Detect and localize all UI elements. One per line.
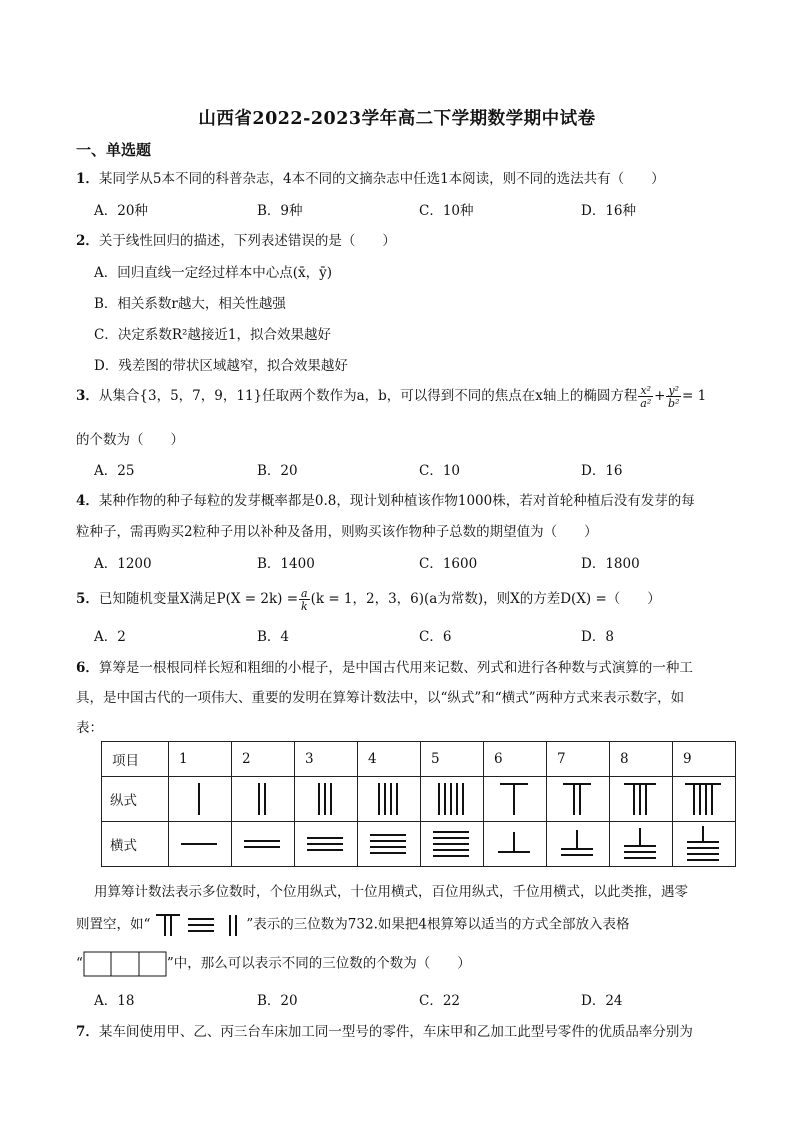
question-6: 6．算筹是一根根同样长短和粗细的小棍子，是中国古代用来记数、列式和进行各种数与式演算的一种工 (76, 660, 693, 676)
q1-option-d: D．16种 (581, 203, 637, 219)
question-5: 5．已知随机变量X满足P(X = 2k) = $\frac{a}{k}$ (k = 1，2，3，6)(a为常数)，则X的方差D(X) =（ ） (76, 586, 661, 613)
q5-option-b: B．4 (257, 629, 290, 645)
q2-option-b: B．相关系数r越大，相关性越强 (94, 296, 286, 312)
horizontal-rod-5 (421, 822, 484, 867)
q1-option-c: C．10种 (419, 203, 474, 219)
q4-option-d: D．1800 (581, 556, 640, 572)
header-cell: 1 (169, 742, 232, 777)
horizontal-rod-6 (484, 822, 547, 867)
horizontal-rod-3 (295, 822, 358, 867)
horizontal-rod-8 (610, 822, 673, 867)
q1-option-b: B．9种 (257, 203, 303, 219)
question-1: 1．某同学从5本不同的科普杂志，4本不同的文摘杂志中任选1本阅读，则不同的选法共有（ ） (76, 171, 665, 187)
vertical-rod-2 (232, 777, 295, 822)
q3-option-b: B．20 (257, 463, 298, 479)
section-heading: 一、单选题 (76, 141, 152, 159)
q2-option-d: D．残差图的带状区域越窄，拟合效果越好 (94, 358, 348, 374)
page-title: 山西省2022-2023学年高二下学期数学期中试卷 (198, 109, 596, 129)
q5-option-d: D．8 (581, 629, 614, 645)
vertical-rod-1 (169, 777, 232, 822)
row-label-vertical: 纵式 (102, 777, 169, 822)
example-732-rods (150, 912, 246, 938)
question-6-line5: 则置空，如“ ”表示的三位数为732.如果把4根算筹以适当的方式全部放入表格 (76, 912, 629, 938)
question-1-text: 某同学从5本不同的科普杂志，4本不同的文摘杂志中任选1本阅读，则不同的选法共有（ ） (98, 171, 665, 187)
vertical-rod-9 (673, 777, 736, 822)
q3-option-d: D．16 (581, 463, 623, 479)
header-cell: 6 (484, 742, 547, 777)
q4-option-b: B．1400 (257, 556, 315, 572)
header-cell: 3 (295, 742, 358, 777)
header-cell: 5 (421, 742, 484, 777)
question-6-text: 算筹是一根根同样长短和粗细的小棍子，是中国古代用来记数、列式和进行各种数与式演算的一种工 (98, 660, 693, 676)
horizontal-rod-9 (673, 822, 736, 867)
q2-option-a: A．回归直线一定经过样本中心点(x̄，ȳ) (94, 265, 333, 281)
header-cell: 项目 (102, 742, 169, 777)
q6-option-a: A．18 (94, 993, 135, 1009)
header-cell: 7 (547, 742, 610, 777)
vertical-rod-8 (610, 777, 673, 822)
horizontal-rod-2 (232, 822, 295, 867)
question-4-text: 某种作物的种子每粒的发芽概率都是0.8，现计划种植该作物1000株，若对首轮种植后没有发芽的每 (98, 493, 695, 509)
question-6-line4: 用算筹计数法表示多位数时，个位用纵式，十位用横式，百位用纵式，千位用横式，以此类推，遇零 (94, 884, 688, 900)
q6-option-b: B．20 (257, 993, 298, 1009)
q1-option-a: A．20种 (94, 203, 148, 219)
horizontal-rod-4 (358, 822, 421, 867)
question-3-text: 从集合{3，5，7，9，11}任取两个数作为a，b，可以得到不同的焦点在x轴上的椭圆方程 (98, 388, 638, 404)
q6-option-c: C．22 (419, 993, 461, 1009)
vertical-rod-7 (547, 777, 610, 822)
horizontal-row (102, 822, 736, 867)
vertical-rod-4 (358, 777, 421, 822)
vertical-rod-6 (484, 777, 547, 822)
table-header-row (102, 742, 736, 777)
question-3: 3．从集合{3，5，7，9，11}任取两个数作为a，b，可以得到不同的焦点在x轴上的椭圆方程 $\frac{\text{x²}}{\text{a²}}$ + $\frac{\text{y²}}{\text{b²}}$ = 1 (76, 383, 707, 410)
horizontal-rod-7 (547, 822, 610, 867)
question-2-text: 关于线性回归的描述，下列表述错误的是（ ） (98, 233, 396, 249)
empty-three-cell-box (83, 951, 167, 977)
question-7-text: 某车间使用甲、乙、丙三台车床加工同一型号的零件，车床甲和乙加工此型号零件的优质品率分别为 (98, 1024, 693, 1040)
question-4: 4．某种作物的种子每粒的发芽概率都是0.8，现计划种植该作物1000株，若对首轮种植后没有发芽的每 (76, 493, 695, 509)
question-6-line3: 表： (76, 720, 103, 736)
header-cell: 2 (232, 742, 295, 777)
q3-option-c: C．10 (419, 463, 461, 479)
header-cell: 8 (610, 742, 673, 777)
q2-option-c: C．决定系数R²越接近1，拟合效果越好 (94, 327, 331, 343)
counting-rods-table (101, 741, 736, 867)
header-cell: 4 (358, 742, 421, 777)
vertical-rod-5 (421, 777, 484, 822)
question-2: 2．关于线性回归的描述，下列表述错误的是（ ） (76, 233, 396, 249)
question-4-line2: 粒种子，需再购买2粒种子用以补种及备用，则购买该作物种子总数的期望值为（ ） (76, 524, 598, 540)
q5-option-c: C．6 (419, 629, 452, 645)
question-6-line6: “ ”中，那么可以表示不同的三位数的个数为（ ） (76, 951, 471, 977)
horizontal-rod-1 (169, 822, 232, 867)
question-6-line2: 具，是中国古代的一项伟大、重要的发明在算筹计数法中，以“纵式”和“横式”两种方式来表示数字，如 (76, 690, 685, 706)
q3-option-a: A．25 (94, 463, 135, 479)
q5-option-a: A．2 (94, 629, 126, 645)
row-label-horizontal: 横式 (102, 822, 169, 867)
question-7: 7．某车间使用甲、乙、丙三台车床加工同一型号的零件，车床甲和乙加工此型号零件的优质品率分别为 (76, 1024, 693, 1040)
vertical-rod-3 (295, 777, 358, 822)
header-cell: 9 (673, 742, 736, 777)
q5-fraction: $\frac{a}{k}$ (300, 586, 308, 613)
q4-option-c: C．1600 (419, 556, 478, 572)
q6-option-d: D．24 (581, 993, 623, 1009)
q4-option-a: A．1200 (94, 556, 152, 572)
question-3-line2: 的个数为（ ） (76, 432, 184, 448)
ellipse-x-fraction: $\frac{\text{x²}}{\text{a²}}$ (640, 383, 652, 410)
question-5-text: 已知随机变量X满足P(X = 2k) = (98, 591, 299, 607)
vertical-row (102, 777, 736, 822)
ellipse-y-fraction: $\frac{\text{y²}}{\text{b²}}$ (667, 383, 680, 410)
